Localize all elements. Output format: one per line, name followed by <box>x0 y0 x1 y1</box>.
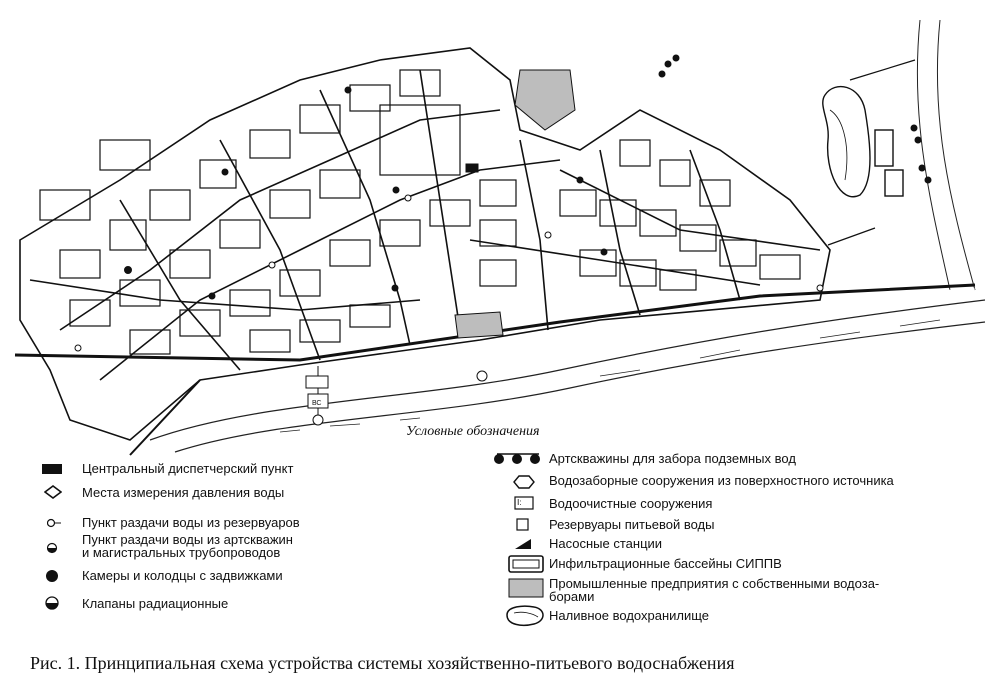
storage-reservoir-icon <box>504 603 548 627</box>
legend-label-valve-chamber: Камеры и колодцы с задвижками <box>82 568 283 583</box>
well-distribution-icon <box>47 542 61 554</box>
legend-label-reservoir-distribution: Пункт раздачи воды из резервуаров <box>82 515 300 530</box>
legend-label-pressure-point: Места измерения давления воды <box>82 485 285 500</box>
surface-intake-icon <box>513 475 535 489</box>
legend-label-dispatch-center: Центральный диспетчерский пункт <box>82 461 294 476</box>
artesian-wells <box>659 55 932 184</box>
pump-station-icon <box>514 538 532 550</box>
legend-label-treatment-plant: Водоочистные сооружения <box>549 496 713 511</box>
artesian-wells-icon <box>493 450 545 468</box>
radiation-valve-icon <box>45 596 59 610</box>
storage-reservoir-island <box>823 60 915 245</box>
treatment-plant-tag: ВС <box>312 400 322 407</box>
legend-label-well-distribution-line1: Пункт раздачи воды из артскважин <box>82 532 293 547</box>
legend-label-pump-station: Насосные станции <box>549 536 663 551</box>
legend-label-infiltration-basin: Инфильтрационные бассейны СИППВ <box>549 556 782 571</box>
city-blocks <box>20 48 830 440</box>
legend-label-radiation-valve: Клапаны радиационные <box>82 596 229 611</box>
legend-label-industrial-plant-line2: борами <box>549 589 595 604</box>
treatment-plant-icon-glyph: Ⅰ: <box>517 498 522 507</box>
legend-label-storage-reservoir: Наливное водохранилище <box>549 608 710 623</box>
reservoir-distribution-icon <box>47 518 61 528</box>
legend-label-industrial-plant-line1: Промышленные предприятия с собственными водоза- <box>549 576 880 591</box>
legend-label-artesian-wells: Артскважины для забора подземных вод <box>549 451 796 466</box>
figure-caption: Рис. 1. Принципиальная схема устройства системы хозяйственно-питьевого водоснабжения <box>30 653 735 673</box>
infiltration-basin-icon <box>508 555 544 573</box>
legend-label-well-distribution-line2: и магистральных трубопроводов <box>82 545 281 560</box>
legend-heading: Условные обозначения <box>406 424 540 439</box>
dispatch-center-icon <box>42 464 62 474</box>
industrial-plots <box>455 70 575 338</box>
drinking-reservoir-icon <box>516 518 530 532</box>
valve-chamber-icon <box>45 569 59 583</box>
legend-label-surface-intake: Водозаборные сооружения из поверхностного источника <box>549 473 894 488</box>
pressure-point-diamond-icon <box>44 485 62 499</box>
industrial-plant-icon <box>508 578 544 598</box>
legend-label-drinking-reservoir: Резервуары питьевой воды <box>549 517 715 532</box>
